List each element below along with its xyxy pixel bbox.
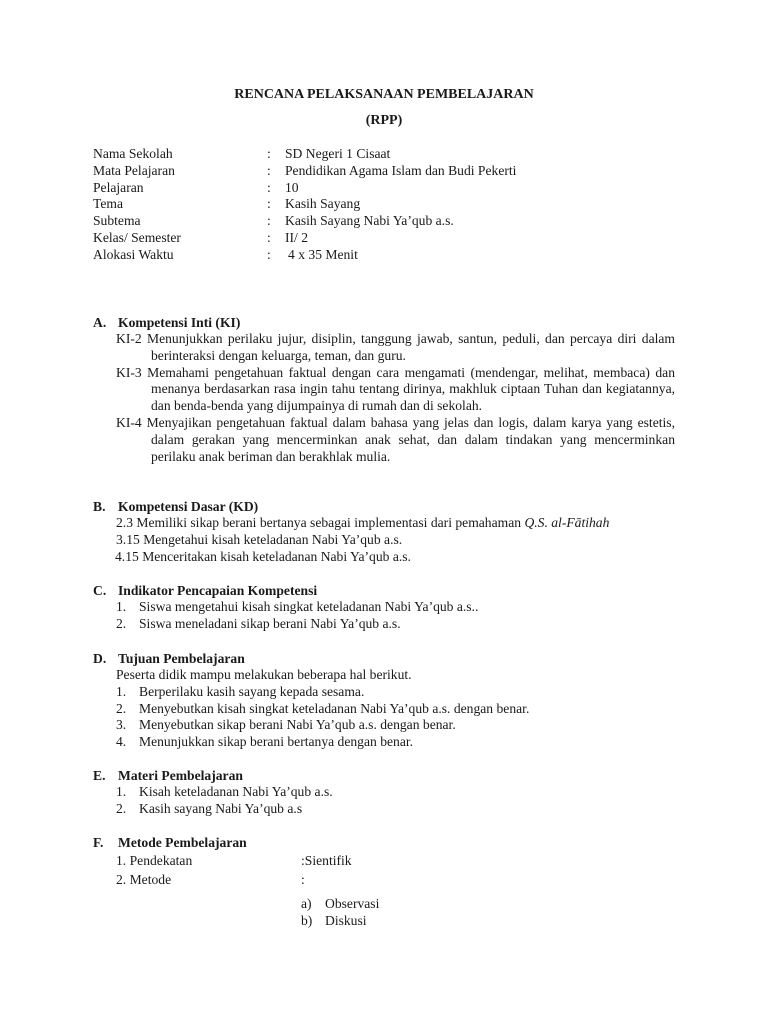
list-text: Berperilaku kasih sayang kepada sesama. [139,683,365,699]
list-text: Menyebutkan sikap berani Nabi Ya’qub a.s. dengan benar. [139,717,456,733]
list-item [93,701,675,718]
list-text: Kasih sayang Nabi Ya’qub a.s [139,800,303,816]
section-title: Kompetensi Dasar (KD) [118,499,259,514]
section-heading [93,767,675,784]
info-colon: : [267,179,271,195]
section-heading [93,498,675,515]
section-letter: A. [93,315,107,330]
section-kompetensi-dasar [93,498,675,565]
list-text: Kisah keteladanan Nabi Ya’qub a.s. [139,784,333,799]
section-letter: C. [93,583,107,598]
section-kompetensi-inti [93,314,675,465]
info-row-school [93,146,653,163]
info-row-lesson [93,180,653,197]
list-text: Siswa meneladani sikap berani Nabi Ya’qub a.s. [139,615,401,631]
list-number: 3. [116,717,127,733]
section-title: Metode Pembelajaran [118,835,247,850]
sub-list-text: Observasi [325,896,380,911]
info-value: 10 [285,179,299,195]
section-materi [93,767,675,818]
info-label: Pelajaran [93,179,144,195]
list-number: 1. [116,683,127,699]
section-heading [93,582,675,599]
info-colon: : [267,162,271,178]
metode-value: :Sientifik [301,853,352,868]
info-colon: : [267,213,271,229]
document-title: RENCANA PELAKSANAAN PEMBELAJARAN [234,87,534,102]
info-value: II/ 2 [285,229,309,245]
info-label: Kelas/ Semester [93,229,181,245]
list-number: 2. [116,700,127,716]
identity-table [93,146,653,264]
metode-row-pendekatan [93,851,675,870]
ki-item: KI-2 Menunjukkan perilaku jujur, disiplin, tanggung jawab, santun, peduli, dan percaya diri dalam berinteraksi dengan keluarga, teman, dan guru. [116,331,675,363]
sub-list-item [93,912,675,929]
info-colon: : [267,146,271,161]
kd-italic-text: Q.S. al-Fātihah [524,515,610,530]
list-item [93,717,675,734]
metode-row-metode [93,870,675,889]
kd-item [93,515,675,532]
metode-label: 1. Pendekatan [116,853,193,868]
info-row-class [93,230,653,247]
document-subtitle: (RPP) [365,113,403,128]
section-tujuan [93,650,675,751]
list-item [93,599,675,616]
info-row-theme [93,196,653,213]
section-title: Materi Pembelajaran [118,768,243,783]
info-row-subtheme [93,213,653,230]
section-title: Tujuan Pembelajaran [118,651,245,666]
ki-item: KI-3 Memahami pengetahuan faktual dengan cara mengamati (mendengar, melihat, membaca) dan menanya berdasarkan rasa ingin tahu tentang dirinya, makhluk ciptaan Tuhan dan kegiatannya, dan benda-benda yang dijumpainya di rumah dan di sekolah. [116,364,675,414]
info-value: 4 x 35 Menit [288,246,358,262]
sub-list-item [93,895,675,912]
sub-list-text: Diskusi [325,913,367,928]
info-label: Alokasi Waktu [93,246,174,262]
list-item [93,734,675,751]
list-number: 1. [116,784,127,799]
info-value: Kasih Sayang [285,196,361,212]
kd-text: 2.3 Memiliki sikap berani bertanya sebagai implementasi dari pemahaman [116,515,525,530]
list-item [93,801,675,818]
list-number: 2. [116,800,127,816]
info-value: Pendidikan Agama Islam dan Budi Pekerti [285,162,517,178]
section-letter: B. [93,499,106,514]
section-heading [93,650,675,667]
info-colon: : [267,229,271,245]
section-letter: D. [93,651,107,666]
info-colon: : [267,196,271,212]
section-heading [93,314,675,331]
list-text: Menunjukkan sikap berani bertanya dengan benar. [139,734,414,750]
list-number: 2. [116,615,127,631]
section-letter: E. [93,768,106,783]
section-heading [93,834,675,851]
list-item [93,684,675,701]
list-item [93,784,675,801]
list-number: 1. [116,599,127,614]
section-metode [93,834,675,929]
ki-item: KI-4 Menyajikan pengetahuan faktual dalam bahasa yang jelas dan logis, dalam karya yang estetis, dalam gerakan yang mencerminkan anak sehat, dan dalam tindakan yang mencerminkan perilaku anak beriman dan berakhlak mulia. [116,414,675,464]
list-text: Menyebutkan kisah singkat keteladanan Nabi Ya’qub a.s. dengan benar. [139,700,530,716]
info-label: Subtema [93,213,141,229]
metode-value: : [301,872,305,887]
info-row-subject [93,163,653,180]
sub-list-marker: b) [301,913,313,928]
info-label: Mata Pelajaran [93,162,175,178]
sub-list-marker: a) [301,896,312,911]
kd-item: 3.15 Mengetahui kisah keteladanan Nabi Ya’qub a.s. [116,531,403,547]
list-number: 4. [116,734,127,750]
section-letter: F. [93,835,104,850]
info-value: SD Negeri 1 Cisaat [285,146,391,161]
info-label: Tema [93,196,123,212]
info-colon: : [267,246,271,262]
metode-label: 2. Metode [116,872,172,887]
section-title: Kompetensi Inti (KI) [118,315,241,330]
list-text: Siswa mengetahui kisah singkat keteladanan Nabi Ya’qub a.s.. [139,599,479,614]
section-intro: Peserta didik mampu melakukan beberapa hal berikut. [116,667,412,682]
kd-item: 4.15 Menceritakan kisah keteladanan Nabi Ya’qub a.s. [115,548,411,564]
info-row-time [93,247,653,264]
section-title: Indikator Pencapaian Kompetensi [118,583,318,598]
section-indikator [93,582,675,633]
info-label: Nama Sekolah [93,146,173,161]
list-item [93,616,675,633]
info-value: Kasih Sayang Nabi Ya’qub a.s. [285,213,454,229]
